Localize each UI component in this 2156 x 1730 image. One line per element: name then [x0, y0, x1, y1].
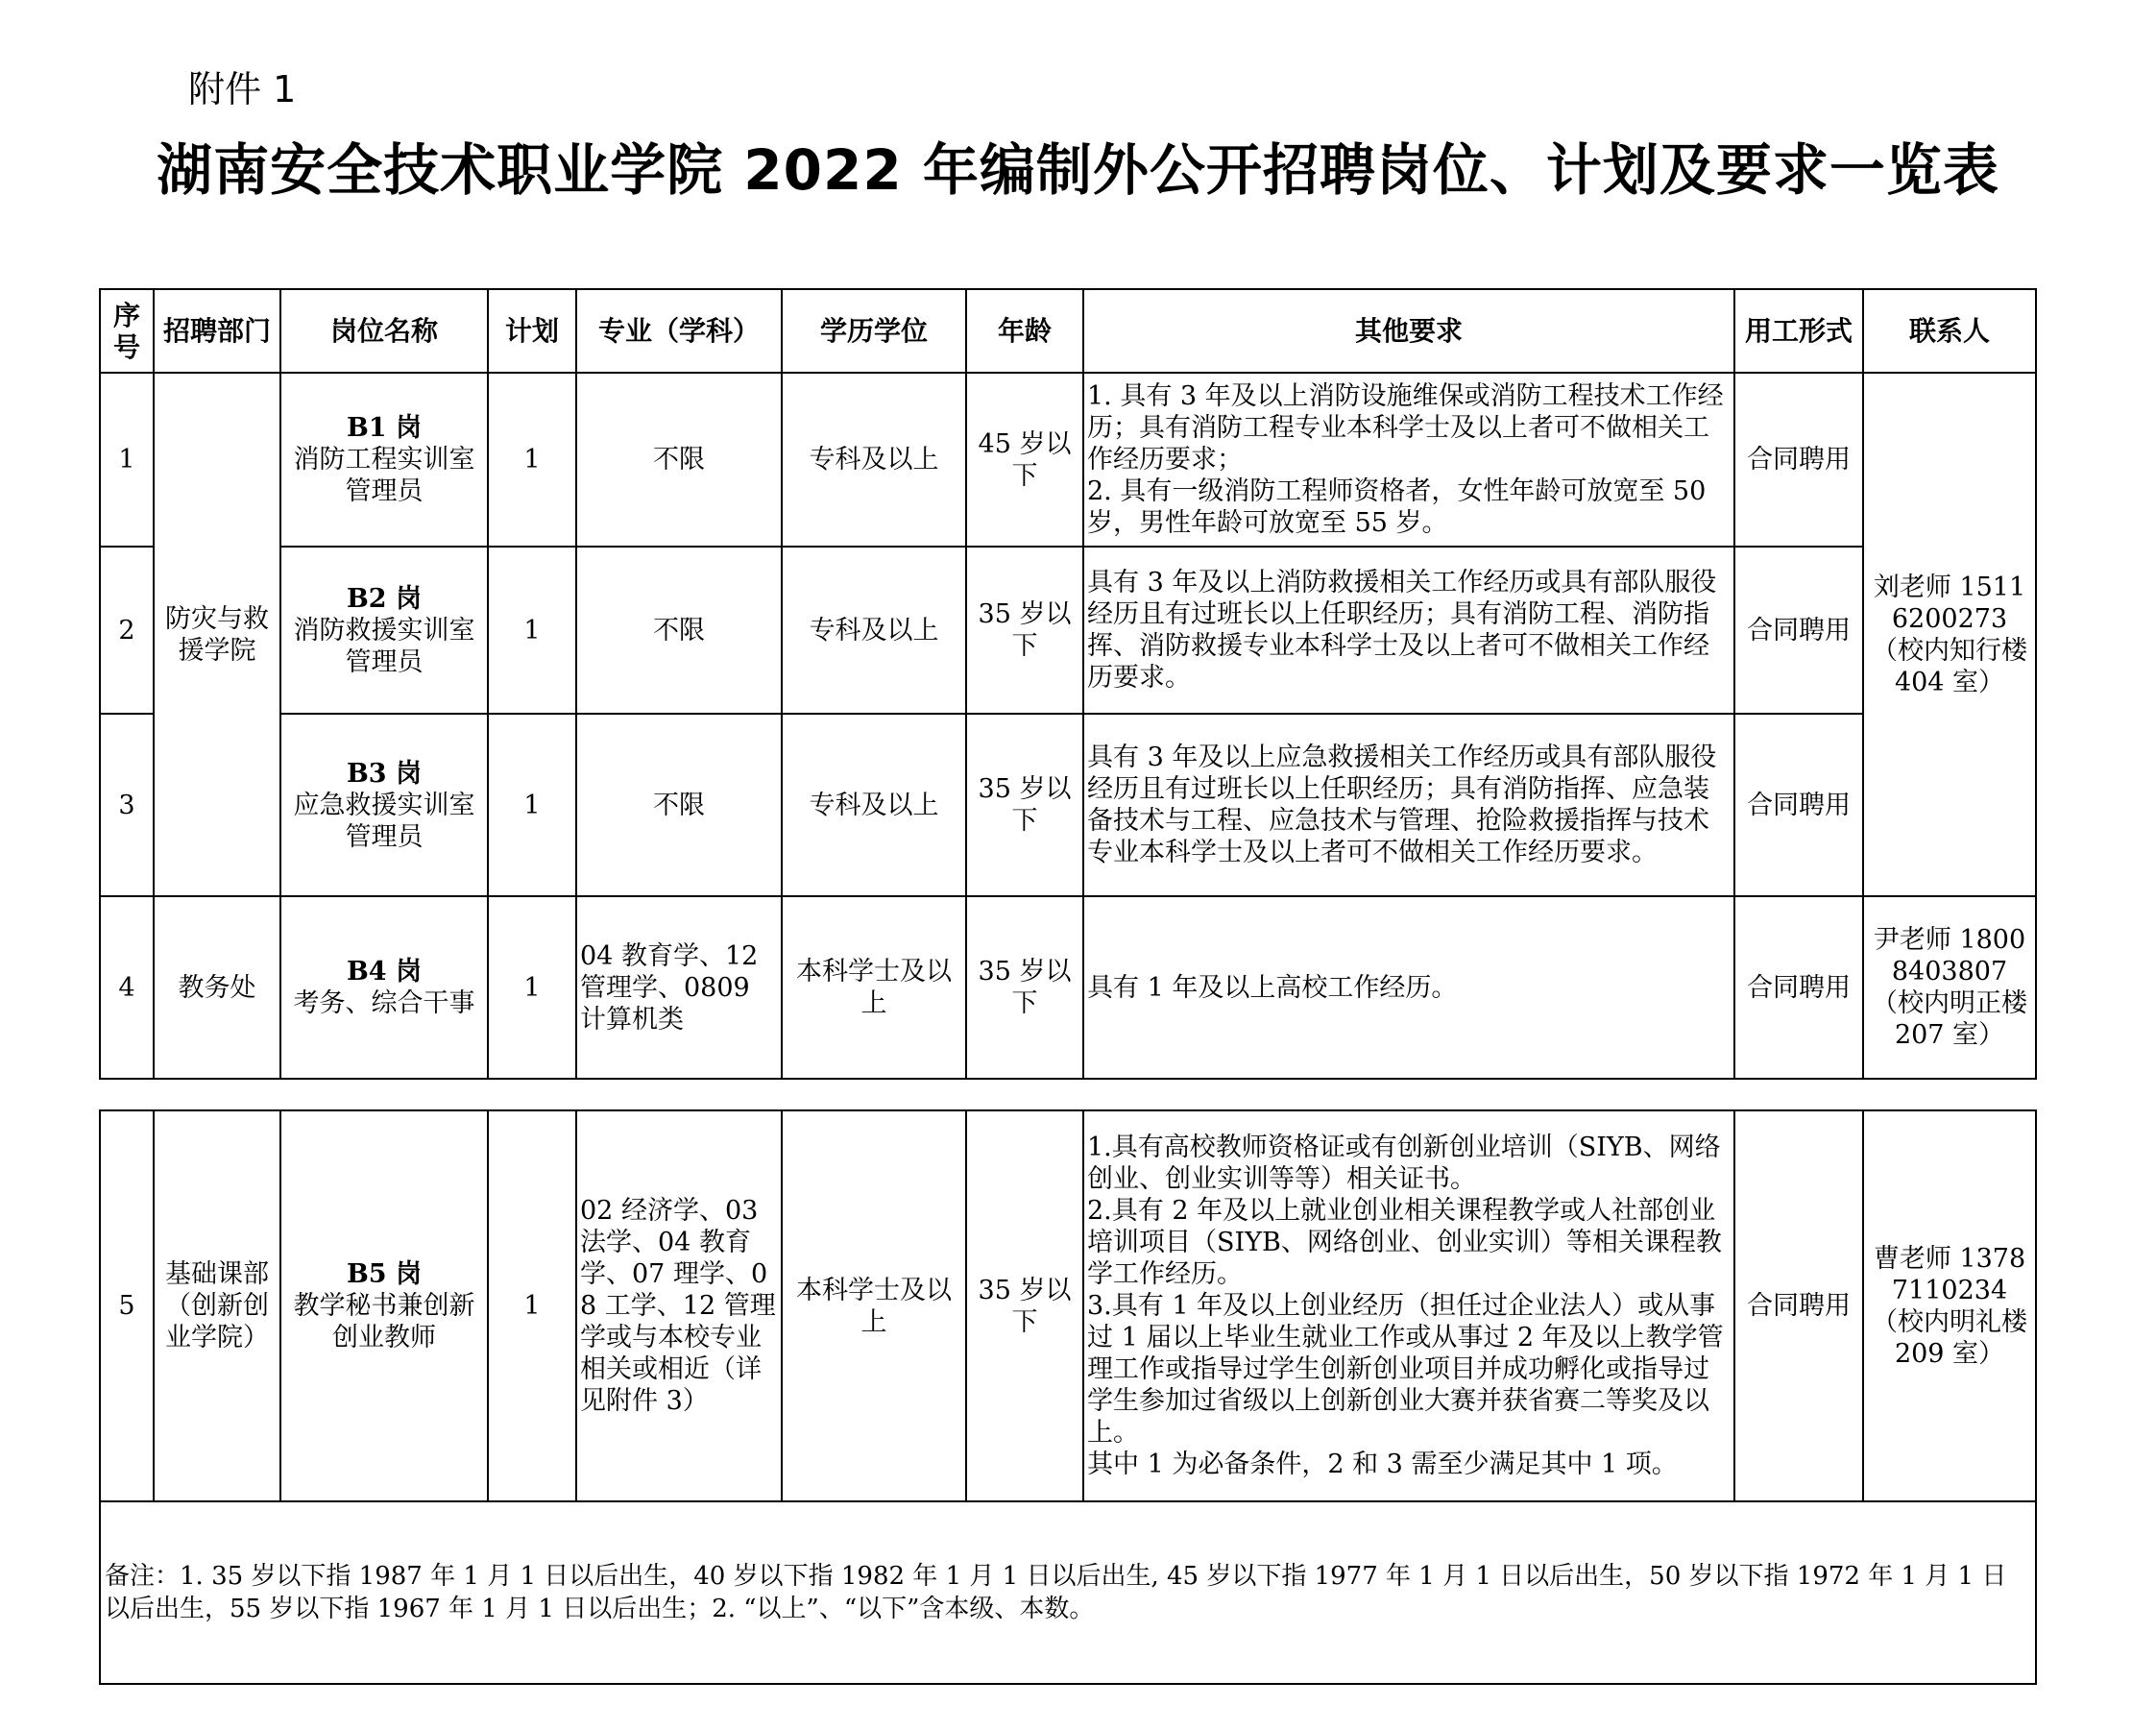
cell-major: 不限 — [576, 547, 782, 714]
cell-dept: 基础课部（创新创业学院） — [154, 1110, 280, 1501]
recruitment-table-continued — [99, 1109, 2037, 1685]
table-row — [100, 714, 2036, 896]
cell-plan: 1 — [488, 1110, 576, 1501]
cell-contact: 刘老师 15116200273（校内知行楼 404 室） — [1863, 373, 2036, 896]
cell-plan: 1 — [488, 896, 576, 1079]
cell-major: 04 教育学、12 管理学、0809 计算机类 — [576, 896, 782, 1079]
cell-employment: 合同聘用 — [1734, 547, 1863, 714]
requirement-line: 具有 3 年及以上消防救援相关工作经历或具有部队服役经历且有过班长以上任职经历；具有消防工程、消防指挥、消防救援专业本科学士及以上者可不做相关工作经历要求。 — [1087, 568, 1717, 693]
header-major: 专业（学科） — [576, 289, 782, 373]
requirement-line: 具有 1 年及以上高校工作经历。 — [1087, 972, 1458, 1003]
cell-post — [280, 373, 488, 547]
post-code: B1 岗 — [346, 413, 422, 443]
header-post: 岗位名称 — [280, 289, 488, 373]
page-title: 湖南安全技术职业学院 2022 年编制外公开招聘岗位、计划及要求一览表 — [157, 137, 1999, 203]
post-code: B4 岗 — [346, 957, 422, 987]
header-employment: 用工形式 — [1734, 289, 1863, 373]
requirement-line: 2.具有 2 年及以上就业创业相关课程教学或人社部创业培训项目（SIYB、网络创业、创业实训）等相关课程教学工作经历。 — [1087, 1196, 1722, 1289]
post-name: 考务、综合干事 — [293, 988, 475, 1018]
cell-employment: 合同聘用 — [1734, 373, 1863, 547]
cell-no: 5 — [100, 1110, 154, 1501]
post-code: B2 岗 — [346, 583, 422, 614]
requirement-line: 1.具有高校教师资格证或有创新创业培训（SIYB、网络创业、创业实训等等）相关证书。 — [1087, 1133, 1721, 1194]
cell-no: 4 — [100, 896, 154, 1079]
cell-contact: 曹老师 13787110234（校内明礼楼 209 室） — [1863, 1110, 2036, 1501]
post-name: 应急救援实训室管理员 — [293, 790, 475, 852]
header-requirements: 其他要求 — [1083, 289, 1734, 373]
header-dept: 招聘部门 — [154, 289, 280, 373]
header-age: 年龄 — [966, 289, 1083, 373]
table-row — [100, 547, 2036, 714]
requirement-line: 具有 3 年及以上应急救援相关工作经历或具有部队服役经历且有过班长以上任职经历；具有消防指挥、应急装备技术与工程、应急技术与管理、抢险救援指挥与技术专业本科学士及以上者可不做相关工作经历要求。 — [1087, 743, 1717, 867]
cell-major: 02 经济学、03 法学、04 教育学、07 理学、08 工学、12 管理学或与本校专业相关或相近（详见附件 3） — [576, 1110, 782, 1501]
notes: 备注：1. 35 岁以下指 1987 年 1 月 1 日以后出生，40 岁以下指 1982 年 1 月 1 日以后出生, 45 岁以下指 1977 年 1 月 1 日以后出生，50 岁以下指 1972 年 1 月 1 日以后出生，55 岁以下指 1967 年 1 月 1 日以后出生；2. “以上”、“以下”含本级、本数。 — [100, 1501, 2036, 1684]
requirement-line: 3.具有 1 年及以上创业经历（担任过企业法人）或从事过 1 届以上毕业生就业工作或从事过 2 年及以上教学管理工作或指导过学生创新创业项目并成功孵化或指导过学生参加过省级以上创新创业大赛并获省赛二等奖及以上。 — [1087, 1291, 1724, 1448]
post-name: 消防救援实训室管理员 — [293, 615, 475, 677]
cell-post — [280, 714, 488, 896]
cell-post — [280, 1110, 488, 1501]
cell-major: 不限 — [576, 373, 782, 547]
header-plan: 计划 — [488, 289, 576, 373]
post-code: B5 岗 — [346, 1259, 422, 1289]
cell-employment: 合同聘用 — [1734, 1110, 1863, 1501]
header-no: 序号 — [100, 289, 154, 373]
cell-dept: 防灾与救援学院 — [154, 373, 280, 896]
cell-post — [280, 547, 488, 714]
cell-plan: 1 — [488, 547, 576, 714]
cell-education: 专科及以上 — [782, 714, 966, 896]
table-header-row — [100, 289, 2036, 373]
cell-dept: 教务处 — [154, 896, 280, 1079]
cell-requirements — [1083, 547, 1734, 714]
header-contact: 联系人 — [1863, 289, 2036, 373]
cell-contact: 尹老师 18008403807（校内明正楼 207 室） — [1863, 896, 2036, 1079]
cell-no: 2 — [100, 547, 154, 714]
cell-employment: 合同聘用 — [1734, 896, 1863, 1079]
cell-no: 3 — [100, 714, 154, 896]
requirement-line: 2. 具有一级消防工程师资格者，女性年龄可放宽至 50 岁，男性年龄可放宽至 55 岁。 — [1087, 476, 1707, 538]
table-row — [100, 1110, 2036, 1501]
post-code: B3 岗 — [346, 758, 422, 789]
cell-employment: 合同聘用 — [1734, 714, 1863, 896]
cell-no: 1 — [100, 373, 154, 547]
cell-plan: 1 — [488, 373, 576, 547]
cell-education: 本科学士及以上 — [782, 1110, 966, 1501]
requirement-line: 其中 1 为必备条件，2 和 3 需至少满足其中 1 项。 — [1087, 1450, 1678, 1479]
cell-age: 35 岁以下 — [966, 1110, 1083, 1501]
recruitment-table — [99, 288, 2037, 1080]
cell-age: 35 岁以下 — [966, 896, 1083, 1079]
table-row — [100, 896, 2036, 1079]
post-name: 消防工程实训室管理员 — [293, 445, 475, 506]
cell-requirements — [1083, 1110, 1734, 1501]
cell-age: 45 岁以下 — [966, 373, 1083, 547]
requirement-line: 1. 具有 3 年及以上消防设施维保或消防工程技术工作经历；具有消防工程专业本科学士及以上者可不做相关工作经历要求； — [1087, 381, 1724, 475]
cell-education: 专科及以上 — [782, 373, 966, 547]
cell-age: 35 岁以下 — [966, 714, 1083, 896]
attachment-label: 附件 1 — [188, 68, 297, 110]
cell-education: 本科学士及以上 — [782, 896, 966, 1079]
cell-major: 不限 — [576, 714, 782, 896]
cell-post — [280, 896, 488, 1079]
cell-plan: 1 — [488, 714, 576, 896]
cell-age: 35 岁以下 — [966, 547, 1083, 714]
notes-row — [100, 1501, 2036, 1684]
cell-education: 专科及以上 — [782, 547, 966, 714]
cell-requirements — [1083, 373, 1734, 547]
cell-requirements — [1083, 714, 1734, 896]
table-row — [100, 373, 2036, 547]
cell-requirements — [1083, 896, 1734, 1079]
header-education: 学历学位 — [782, 289, 966, 373]
post-name: 教学秘书兼创新创业教师 — [293, 1291, 475, 1352]
